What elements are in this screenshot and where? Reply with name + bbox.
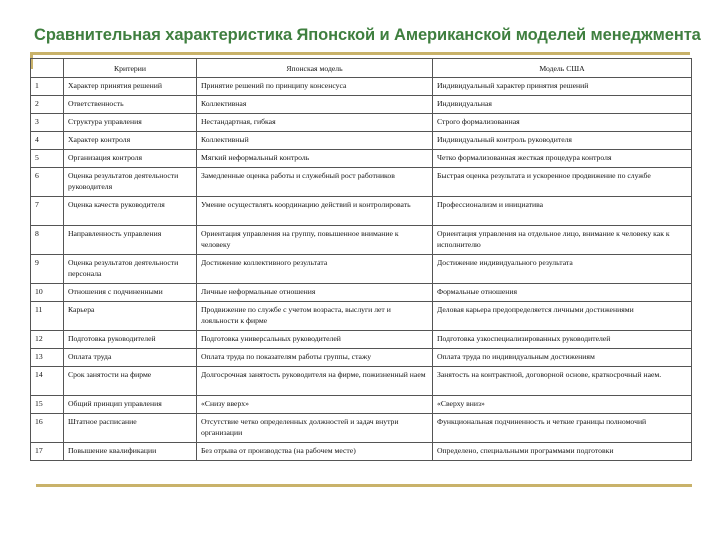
- row-number: 14: [31, 367, 64, 396]
- table-row: [31, 367, 692, 396]
- row-number: 15: [31, 396, 64, 414]
- criterion-cell: Направленность управления: [64, 226, 197, 255]
- header-criteria: Критерии: [64, 59, 197, 78]
- usa-model-cell: Оплата труда по индивидуальным достижениям: [433, 349, 692, 367]
- comparison-table: [30, 58, 692, 461]
- usa-model-cell: Индивидуальный контроль руководителя: [433, 132, 692, 150]
- criterion-cell: Общий принцип управления: [64, 396, 197, 414]
- usa-model-cell: Строго формализованная: [433, 114, 692, 132]
- japan-model-cell: Принятие решений по принципу консенсуса: [197, 78, 433, 96]
- row-number: 1: [31, 78, 64, 96]
- japan-model-cell: Ориентация управления на группу, повышенное внимание к человеку: [197, 226, 433, 255]
- criterion-cell: Ответственность: [64, 96, 197, 114]
- usa-model-cell: Функциональная подчиненность и четкие границы полномочий: [433, 414, 692, 443]
- row-number: 2: [31, 96, 64, 114]
- japan-model-cell: Без отрыва от производства (на рабочем месте): [197, 443, 433, 461]
- japan-model-cell: Коллективная: [197, 96, 433, 114]
- table-row: [31, 226, 692, 255]
- japan-model-cell: Коллективный: [197, 132, 433, 150]
- row-number: 17: [31, 443, 64, 461]
- header-japan-model: Японская модель: [197, 59, 433, 78]
- criterion-cell: Штатное расписание: [64, 414, 197, 443]
- title-divider: [30, 52, 690, 55]
- usa-model-cell: Индивидуальная: [433, 96, 692, 114]
- table-row: [31, 255, 692, 284]
- criterion-cell: Характер контроля: [64, 132, 197, 150]
- row-number: 6: [31, 168, 64, 197]
- criterion-cell: Повышение квалификации: [64, 443, 197, 461]
- japan-model-cell: Нестандартная, гибкая: [197, 114, 433, 132]
- usa-model-cell: Профессионализм и инициатива: [433, 197, 692, 226]
- row-number: 8: [31, 226, 64, 255]
- table-row: [31, 168, 692, 197]
- usa-model-cell: Ориентация управления на отдельное лицо, внимание к человеку как к исполнителю: [433, 226, 692, 255]
- row-number: 5: [31, 150, 64, 168]
- criterion-cell: Характер принятия решений: [64, 78, 197, 96]
- table-row: [31, 150, 692, 168]
- usa-model-cell: Формальные отношения: [433, 284, 692, 302]
- criterion-cell: Оценка результатов деятельности руководителя: [64, 168, 197, 197]
- criterion-cell: Структура управления: [64, 114, 197, 132]
- table-row: [31, 396, 692, 414]
- japan-model-cell: «Снизу вверх»: [197, 396, 433, 414]
- usa-model-cell: Индивидуальный характер принятия решений: [433, 78, 692, 96]
- usa-model-cell: «Сверху вниз»: [433, 396, 692, 414]
- japan-model-cell: Замедленные оценка работы и служебный рост работников: [197, 168, 433, 197]
- table-row: [31, 331, 692, 349]
- header-number: [31, 59, 64, 78]
- table-row: [31, 349, 692, 367]
- row-number: 4: [31, 132, 64, 150]
- usa-model-cell: Определено, специальными программами подготовки: [433, 443, 692, 461]
- japan-model-cell: Оплата труда по показателям работы группы, стажу: [197, 349, 433, 367]
- table-row: [31, 78, 692, 96]
- table-row: [31, 132, 692, 150]
- japan-model-cell: Подготовка универсальных руководителей: [197, 331, 433, 349]
- row-number: 13: [31, 349, 64, 367]
- slide-title: Сравнительная характеристика Японской и Американской моделей менеджмента: [34, 26, 701, 44]
- japan-model-cell: Достижение коллективного результата: [197, 255, 433, 284]
- header-usa-model: Модель США: [433, 59, 692, 78]
- row-number: 10: [31, 284, 64, 302]
- table-row: [31, 284, 692, 302]
- table-row: [31, 197, 692, 226]
- usa-model-cell: Быстрая оценка результата и ускоренное продвижение по службе: [433, 168, 692, 197]
- criterion-cell: Организация контроля: [64, 150, 197, 168]
- row-number: 12: [31, 331, 64, 349]
- row-number: 3: [31, 114, 64, 132]
- usa-model-cell: Достижение индивидуального результата: [433, 255, 692, 284]
- row-number: 16: [31, 414, 64, 443]
- table-row: [31, 414, 692, 443]
- usa-model-cell: Деловая карьера предопределяется личными достижениями: [433, 302, 692, 331]
- table-row: [31, 443, 692, 461]
- table-header-row: [31, 59, 692, 78]
- bottom-divider: [36, 484, 692, 487]
- row-number: 11: [31, 302, 64, 331]
- criterion-cell: Оценка качеств руководителя: [64, 197, 197, 226]
- usa-model-cell: Занятость на контрактной, договорной основе, краткосрочный наем.: [433, 367, 692, 396]
- row-number: 9: [31, 255, 64, 284]
- japan-model-cell: Продвижение по службе с учетом возраста, выслуги лет и лояльности к фирме: [197, 302, 433, 331]
- usa-model-cell: Четко формализованная жесткая процедура контроля: [433, 150, 692, 168]
- criterion-cell: Оценка результатов деятельности персонала: [64, 255, 197, 284]
- criterion-cell: Отношения с подчиненными: [64, 284, 197, 302]
- criterion-cell: Оплата труда: [64, 349, 197, 367]
- criterion-cell: Карьера: [64, 302, 197, 331]
- table-row: [31, 96, 692, 114]
- table-row: [31, 114, 692, 132]
- usa-model-cell: Подготовка узкоспециализированных руководителей: [433, 331, 692, 349]
- row-number: 7: [31, 197, 64, 226]
- japan-model-cell: Умение осуществлять координацию действий и контролировать: [197, 197, 433, 226]
- criterion-cell: Подготовка руководителей: [64, 331, 197, 349]
- japan-model-cell: Личные неформальные отношения: [197, 284, 433, 302]
- japan-model-cell: Долгосрочная занятость руководителя на фирме, пожизненный наем: [197, 367, 433, 396]
- japan-model-cell: Мягкий неформальный контроль: [197, 150, 433, 168]
- japan-model-cell: Отсутствие четко определенных должностей и задач внутри организации: [197, 414, 433, 443]
- criterion-cell: Срок занятости на фирме: [64, 367, 197, 396]
- table-row: [31, 302, 692, 331]
